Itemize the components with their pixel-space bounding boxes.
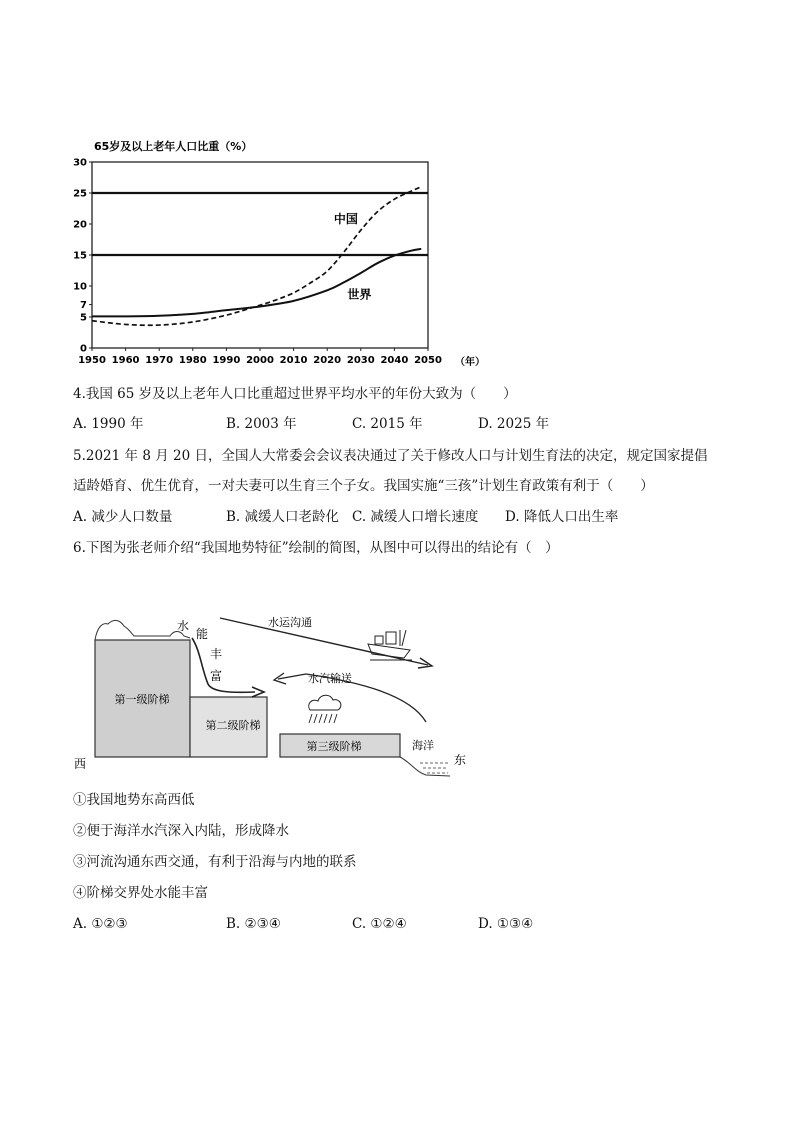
y-tick-label: 20: [73, 219, 87, 231]
q5-option-d[interactable]: D. 降低人口出生率: [505, 509, 619, 525]
x-tick-label: 1990: [212, 355, 241, 366]
question-5-line-1: 5.2021 年 8 月 20 日，全国人大常委会会议表决通过了关于修改人口与计划生育法的决定，规定国家提倡: [73, 448, 708, 464]
question-4-text: 4.我国 65 岁及以上老年人口比重超过世界平均水平的年份大致为（ ）: [73, 386, 517, 402]
x-tick-label: 2010: [279, 355, 308, 366]
rain-cloud-icon: [309, 695, 341, 723]
x-tick-label: 1960: [111, 355, 140, 366]
x-tick-label: 1980: [178, 355, 207, 366]
hydro-char-1: 水: [177, 619, 190, 633]
series-label-china: 中国: [333, 211, 358, 226]
ocean-waves: [420, 763, 448, 773]
q6-option-a[interactable]: A. ①②③: [73, 916, 128, 932]
x-tick-label: 1970: [145, 355, 174, 366]
statement-4: ④阶梯交界处水能丰富: [73, 885, 208, 901]
y-tick-label: 25: [73, 188, 87, 200]
statement-1: ①我国地势东高西低: [73, 792, 195, 808]
y-tick-label: 10: [73, 281, 87, 293]
hydro-char-2: 能: [196, 627, 209, 641]
x-tick-label: 2040: [380, 355, 409, 366]
y-tick-label: 30: [73, 157, 87, 169]
y-tick-label: 0: [80, 343, 87, 355]
step-2-label: 第二级阶梯: [205, 719, 261, 732]
aging-population-chart: [60, 130, 500, 375]
x-tick-label: 1950: [78, 355, 106, 366]
y-tick-label: 7: [80, 300, 87, 312]
west-label: 西: [74, 757, 87, 771]
y-tick-label: 5: [80, 312, 87, 324]
terrain-diagram: [70, 600, 490, 780]
vapor-transport-label: 水汽输送: [308, 672, 352, 685]
x-tick-label: 2020: [313, 355, 342, 366]
q5-option-a[interactable]: A. 减少人口数量: [73, 509, 173, 525]
hydro-char-3: 丰: [210, 647, 223, 661]
q4-option-d[interactable]: D. 2025 年: [478, 416, 550, 432]
question-6-text: 6.下图为张老师介绍“我国地势特征”绘制的简图，从图中可以得出的结论有（ ）: [73, 540, 559, 556]
series-line-world: [92, 249, 421, 317]
statement-3: ③河流沟通东西交通，有利于沿海与内地的联系: [73, 854, 357, 870]
mountain-outline: [95, 620, 190, 640]
east-label: 东: [454, 753, 467, 767]
q6-option-b[interactable]: B. ②③④: [226, 916, 281, 932]
step-1-label: 第一级阶梯: [114, 693, 170, 706]
river-arrow: [192, 638, 255, 692]
ocean-label: 海洋: [412, 739, 434, 752]
x-tick-label: 2000: [246, 355, 274, 366]
q4-option-a[interactable]: A. 1990 年: [73, 416, 144, 432]
x-tick-label: 2030: [346, 355, 375, 366]
statement-2: ②便于海洋水汽深入内陆，形成降水: [73, 823, 289, 839]
ship-icon: [368, 630, 412, 660]
question-5-line-2: 适龄婚育、优生优育，一对夫妻可以生育三个子女。我国实施“三孩”计划生育政策有利于（ ）: [73, 478, 654, 494]
x-tick-label: 2050: [414, 355, 442, 366]
hydro-char-4: 富: [210, 669, 223, 683]
series-label-world: 世界: [347, 287, 372, 302]
q4-option-c[interactable]: C. 2015 年: [352, 416, 423, 432]
q6-option-c[interactable]: C. ①②④: [352, 916, 407, 932]
chart-title: 65岁及以上老年人口比重（%）: [94, 140, 253, 153]
step-3-label: 第三级阶梯: [306, 740, 362, 753]
chart-plot-area: [73, 158, 442, 367]
x-axis-unit: （年）: [455, 357, 485, 368]
q4-option-b[interactable]: B. 2003 年: [226, 416, 297, 432]
q5-option-b[interactable]: B. 减缓人口老龄化: [226, 509, 340, 525]
water-transport-arrow: [220, 618, 428, 665]
water-transport-label: 水运沟通: [268, 616, 312, 629]
q6-option-d[interactable]: D. ①③④: [478, 916, 534, 932]
y-tick-label: 15: [73, 250, 87, 262]
q5-option-c[interactable]: C. 减缓人口增长速度: [352, 509, 479, 525]
